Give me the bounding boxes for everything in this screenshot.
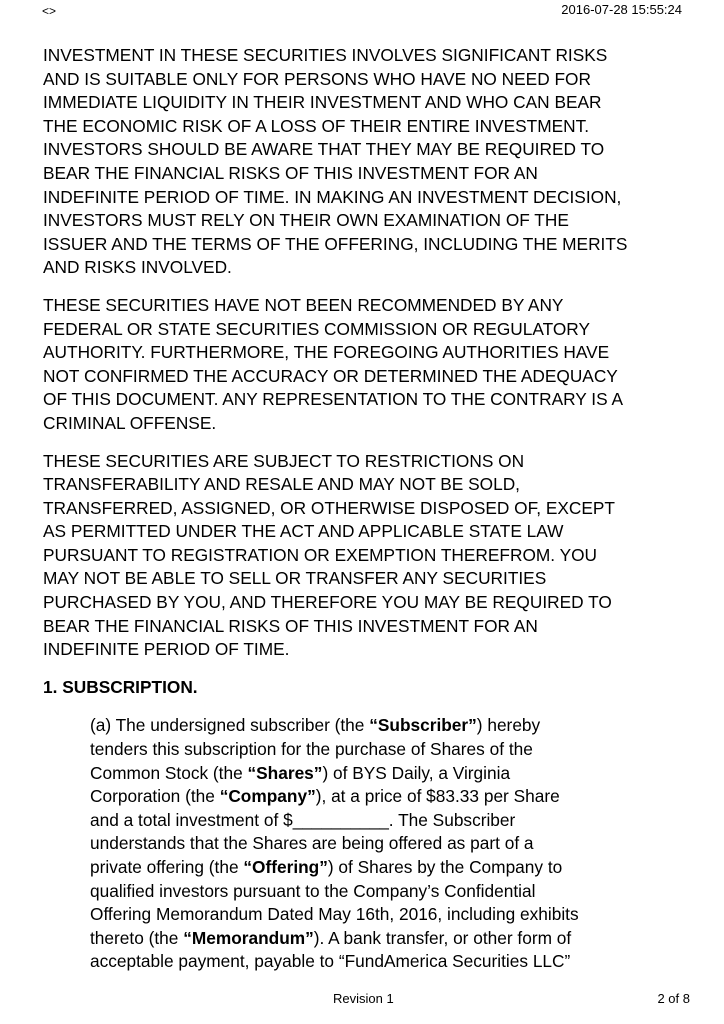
section-heading-subscription: 1. SUBSCRIPTION. — [43, 676, 198, 697]
subscription-clause-a — [90, 714, 693, 974]
header-mark: <> — [42, 4, 57, 18]
clause-line: understands that the Shares are being offered as part of a — [90, 833, 534, 854]
paragraph-line: TRANSFERABILITY AND RESALE AND MAY NOT BE SOLD, — [43, 474, 520, 495]
clause-text: Common Stock (the — [90, 762, 248, 783]
footer-revision: Revision 1 — [333, 991, 394, 1006]
clause-text: ), at a price of $83.33 per Share — [315, 786, 560, 807]
defined-term: “Shares” — [247, 762, 323, 783]
paragraph-line: PURSUANT TO REGISTRATION OR EXEMPTION THEREFROM. YOU — [43, 544, 598, 565]
paragraph-line: INDEFINITE PERIOD OF TIME. — [43, 639, 290, 660]
clause-text: private offering (the — [90, 857, 244, 877]
paragraph-line: PURCHASED BY YOU, AND THEREFORE YOU MAY BE REQUIRED TO — [43, 592, 612, 613]
risk-disclosure-paragraph — [43, 44, 693, 280]
defined-term: “Memorandum” — [183, 927, 314, 948]
paragraph-line: NOT CONFIRMED THE ACCURACY OR DETERMINED THE ADEQUACY — [43, 365, 618, 386]
clause-text: ). A bank transfer, or other form of — [313, 927, 572, 948]
clause-line — [90, 785, 693, 809]
defined-term: “Company” — [219, 786, 316, 807]
document-body — [43, 44, 693, 974]
paragraph-line: AND RISKS INVOLVED. — [43, 257, 232, 278]
paragraph-line: INVESTORS MUST RELY ON THEIR OWN EXAMINATION OF THE — [43, 210, 569, 231]
paragraph-line: FEDERAL OR STATE SECURITIES COMMISSION OR REGULATORY — [43, 318, 590, 339]
clause-line — [90, 714, 693, 738]
clause-text: (a) The undersigned subscriber (the — [90, 715, 370, 736]
clause-text: ) of BYS Daily, a Virginia — [322, 762, 511, 783]
clause-line: and a total investment of $__________. The Subscriber — [90, 809, 516, 830]
paragraph-line: AS PERMITTED UNDER THE ACT AND APPLICABLE STATE LAW — [43, 521, 564, 542]
paragraph-line: AND IS SUITABLE ONLY FOR PERSONS WHO HAVE NO NEED FOR — [43, 68, 591, 89]
footer-page-number: 2 of 8 — [657, 991, 690, 1006]
paragraph-line: TRANSFERRED, ASSIGNED, OR OTHERWISE DISPOSED OF, EXCEPT — [43, 497, 615, 518]
clause-text: Corporation (the — [90, 786, 220, 807]
paragraph-line: BEAR THE FINANCIAL RISKS OF THIS INVESTMENT FOR AN — [43, 162, 538, 183]
paragraph-line: MAY NOT BE ABLE TO SELL OR TRANSFER ANY SECURITIES — [43, 568, 547, 589]
paragraph-line: INDEFINITE PERIOD OF TIME. IN MAKING AN INVESTMENT DECISION, — [43, 186, 622, 207]
paragraph-line: INVESTORS SHOULD BE AWARE THAT THEY MAY BE REQUIRED TO — [43, 139, 605, 160]
clause-text: ) of Shares by the Company to — [327, 857, 563, 877]
paragraph-line: AUTHORITY. FURTHERMORE, THE FOREGOING AUTHORITIES HAVE — [43, 342, 610, 363]
paragraph-line: THE ECONOMIC RISK OF A LOSS OF THEIR ENTIRE INVESTMENT. — [43, 115, 590, 136]
paragraph-line: IMMEDIATE LIQUIDITY IN THEIR INVESTMENT AND WHO CAN BEAR — [43, 92, 602, 113]
regulatory-disclaimer-paragraph — [43, 294, 693, 436]
clause-line: tenders this subscription for the purchase of Shares of the — [90, 739, 533, 760]
defined-term: “Subscriber” — [369, 715, 477, 736]
clause-text: thereto (the — [90, 927, 184, 948]
paragraph-line: BEAR THE FINANCIAL RISKS OF THIS INVESTMENT FOR AN — [43, 615, 538, 636]
clause-line: acceptable payment, payable to “FundAmerica Securities LLC” — [90, 951, 571, 972]
paragraph-line: CRIMINAL OFFENSE. — [43, 412, 217, 433]
clause-line — [90, 762, 693, 786]
paragraph-line: INVESTMENT IN THESE SECURITIES INVOLVES SIGNIFICANT RISKS — [43, 45, 608, 65]
clause-line: Offering Memorandum Dated May 16th, 2016, including exhibits — [90, 904, 579, 925]
transfer-restrictions-paragraph — [43, 450, 693, 662]
defined-term: “Offering” — [243, 857, 328, 877]
paragraph-line: ISSUER AND THE TERMS OF THE OFFERING, INCLUDING THE MERITS — [43, 233, 628, 254]
clause-text: ) hereby — [476, 715, 541, 736]
clause-line: qualified investors pursuant to the Company’s Confidential — [90, 880, 536, 901]
paragraph-line: OF THIS DOCUMENT. ANY REPRESENTATION TO THE CONTRARY IS A — [43, 389, 623, 410]
paragraph-line: THESE SECURITIES ARE SUBJECT TO RESTRICTIONS ON — [43, 450, 525, 471]
clause-line — [90, 927, 693, 951]
clause-line — [90, 856, 693, 880]
header-timestamp: 2016-07-28 15:55:24 — [561, 2, 682, 17]
paragraph-line: THESE SECURITIES HAVE NOT BEEN RECOMMENDED BY ANY — [43, 294, 564, 315]
